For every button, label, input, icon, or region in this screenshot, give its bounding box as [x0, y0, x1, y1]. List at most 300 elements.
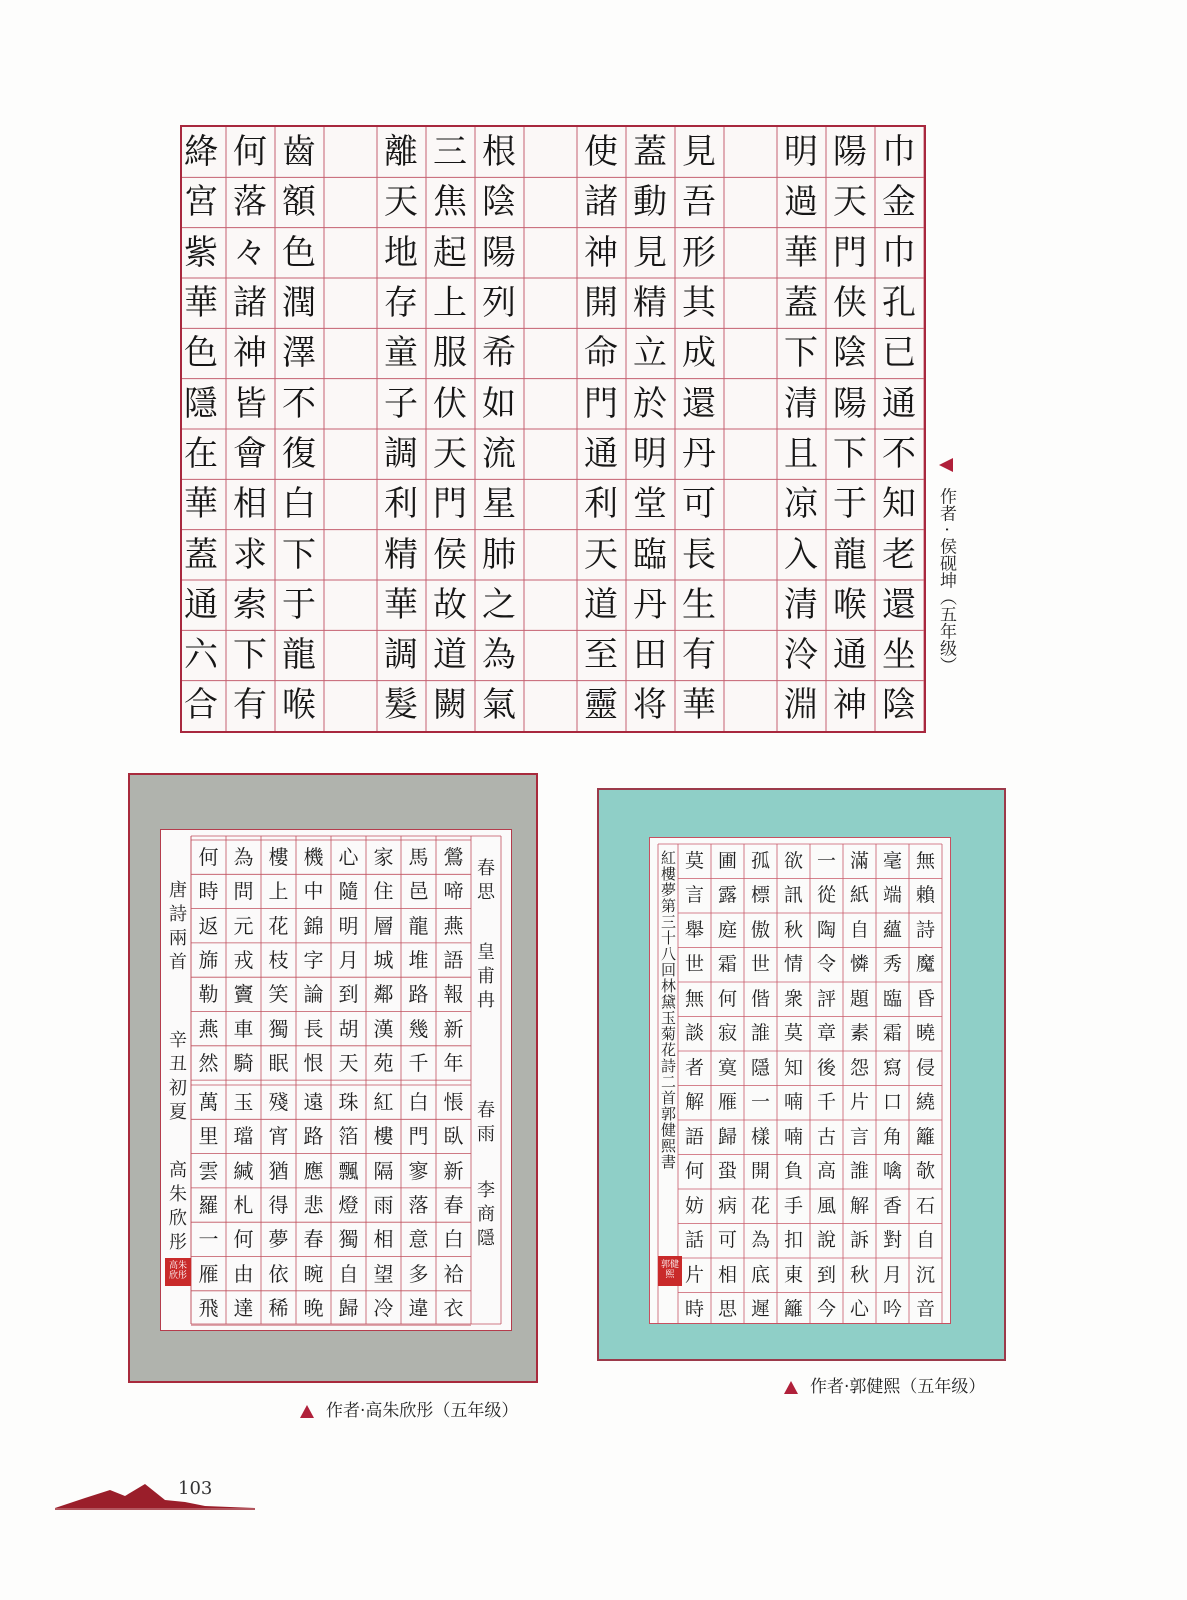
glyph: 下	[784, 333, 818, 374]
glyph: 利	[584, 484, 618, 525]
glyph: 袷	[443, 1261, 464, 1286]
glyph: 寂	[717, 1022, 737, 1045]
page-number: 103	[178, 1478, 213, 1499]
glyph: 解	[684, 1091, 704, 1114]
glyph: 丹	[682, 433, 716, 474]
glyph: 對	[882, 1229, 902, 1252]
glyph: 有	[682, 635, 716, 676]
glyph: 在	[184, 433, 218, 474]
glyph: 侠	[833, 283, 867, 324]
glyph: 誰	[849, 1160, 869, 1183]
glyph: 天	[433, 433, 467, 474]
glyph: 新	[443, 1158, 464, 1183]
glyph: 巾	[882, 132, 916, 173]
glyph: 使	[584, 132, 618, 173]
glyph: 陰	[482, 182, 516, 223]
left-paper	[160, 829, 512, 1331]
left-seal: 高朱欣彤	[165, 1258, 191, 1286]
glyph: 已	[882, 333, 916, 374]
mountain-ornament-icon	[55, 1472, 255, 1512]
glyph: 枝	[268, 948, 289, 973]
glyph: 蘊	[882, 918, 902, 941]
glyph: 玉	[233, 1090, 254, 1115]
glyph: 調	[384, 635, 418, 676]
glyph: 之	[482, 584, 516, 625]
glyph: 解	[849, 1194, 869, 1217]
glyph: 陽	[833, 383, 867, 424]
glyph: 且	[784, 433, 818, 474]
glyph: 者	[684, 1056, 704, 1079]
glyph: 萬	[198, 1090, 219, 1115]
glyph: 天	[584, 534, 618, 575]
glyph: 樓	[373, 1124, 394, 1149]
top-column	[777, 127, 825, 731]
glyph: 標	[750, 884, 770, 907]
top-column	[626, 127, 674, 731]
glyph: 晚	[303, 1295, 324, 1320]
left-column	[331, 1085, 366, 1325]
glyph: 素	[849, 1022, 869, 1045]
glyph: 樓	[268, 845, 289, 870]
glyph: 侯	[433, 534, 467, 575]
glyph: 心	[338, 845, 359, 870]
glyph: 鄰	[373, 982, 394, 1007]
glyph: 天	[338, 1050, 359, 1075]
right-caption	[784, 1372, 985, 1397]
glyph: 喃	[783, 1091, 803, 1114]
glyph: 華	[682, 685, 716, 726]
glyph: 龍	[282, 635, 316, 676]
glyph: 東	[783, 1263, 803, 1286]
glyph: 立	[633, 333, 667, 374]
glyph: 悲	[303, 1193, 324, 1218]
glyph: 思	[717, 1298, 737, 1321]
glyph: 蛩	[717, 1160, 737, 1183]
glyph: 論	[303, 982, 324, 1007]
glyph: 々	[233, 232, 267, 273]
glyph: 下	[282, 534, 316, 575]
glyph: 喃	[783, 1125, 803, 1148]
glyph: 籬	[783, 1298, 803, 1321]
glyph: 言	[684, 884, 704, 907]
right-column	[843, 844, 876, 1327]
glyph: 下	[833, 433, 867, 474]
glyph: 言	[849, 1125, 869, 1148]
glyph: 開	[750, 1160, 770, 1183]
glyph: 相	[373, 1227, 394, 1252]
glyph: 道	[433, 635, 467, 676]
glyph: 自	[849, 918, 869, 941]
glyph: 潤	[282, 283, 316, 324]
glyph: 飄	[338, 1158, 359, 1183]
glyph: 恨	[303, 1050, 324, 1075]
glyph: 苑	[373, 1050, 394, 1075]
glyph: 情	[783, 953, 803, 976]
glyph: 侵	[915, 1056, 935, 1079]
glyph: 澤	[282, 333, 316, 374]
glyph: 何	[717, 987, 737, 1010]
glyph: 天	[833, 182, 867, 223]
left-column	[261, 840, 296, 1080]
glyph: 後	[816, 1056, 836, 1079]
glyph: 田	[633, 635, 667, 676]
glyph: 陶	[816, 918, 836, 941]
glyph: 竇	[233, 982, 254, 1007]
left-colophon-date: 辛丑初夏	[166, 1030, 187, 1126]
glyph: 城	[373, 948, 394, 973]
glyph: 千	[408, 1050, 429, 1075]
glyph: 一	[198, 1227, 219, 1252]
glyph: 圃	[717, 849, 737, 872]
glyph: 於	[633, 383, 667, 424]
glyph: 莫	[783, 1022, 803, 1045]
glyph: 臥	[443, 1124, 464, 1149]
glyph: 寫	[882, 1056, 902, 1079]
glyph: 燕	[443, 913, 464, 938]
right-column	[909, 844, 942, 1327]
glyph: 由	[233, 1261, 254, 1286]
caption-arrow-icon	[939, 458, 953, 472]
glyph: 違	[408, 1295, 429, 1320]
glyph: 片	[684, 1263, 704, 1286]
left-colophon-title: 唐詩兩首	[166, 880, 187, 976]
top-column	[426, 127, 474, 731]
top-column	[826, 127, 874, 731]
glyph: 達	[233, 1295, 254, 1320]
glyph: 将	[633, 685, 667, 726]
glyph: 故	[433, 584, 467, 625]
glyph: 悵	[443, 1090, 464, 1115]
glyph: 氣	[482, 685, 516, 726]
glyph: 為	[482, 635, 516, 676]
glyph: 孤	[750, 849, 770, 872]
glyph: 通	[833, 635, 867, 676]
glyph: 噙	[882, 1160, 902, 1183]
glyph: 負	[783, 1160, 803, 1183]
glyph: 望	[373, 1261, 394, 1286]
glyph: 髮	[384, 685, 418, 726]
glyph: 繞	[915, 1091, 935, 1114]
glyph: 喉	[282, 685, 316, 726]
glyph: 寥	[408, 1158, 429, 1183]
glyph: 為	[750, 1229, 770, 1252]
glyph: 秋	[783, 918, 803, 941]
right-column	[678, 844, 711, 1327]
glyph: 會	[233, 433, 267, 474]
glyph: 層	[373, 913, 394, 938]
glyph: 金	[882, 182, 916, 223]
glyph: 隔	[373, 1158, 394, 1183]
glyph: 上	[433, 283, 467, 324]
glyph: 今	[816, 1298, 836, 1321]
glyph: 不	[882, 433, 916, 474]
glyph: 為	[233, 845, 254, 870]
glyph: 霜	[717, 953, 737, 976]
glyph: 喉	[833, 584, 867, 625]
glyph: 到	[338, 982, 359, 1007]
glyph: 坐	[882, 635, 916, 676]
left-column	[436, 1085, 471, 1325]
glyph: 衆	[783, 987, 803, 1010]
glyph: 春	[303, 1227, 324, 1252]
glyph: 飛	[198, 1295, 219, 1320]
glyph: 可	[717, 1229, 737, 1252]
glyph: 地	[384, 232, 418, 273]
glyph: 題	[849, 987, 869, 1010]
glyph: 門	[433, 484, 467, 525]
glyph: 時	[684, 1298, 704, 1321]
left-colophon-name: 高朱欣彤	[166, 1160, 187, 1256]
glyph: 緘	[233, 1158, 254, 1183]
glyph: 陰	[882, 685, 916, 726]
glyph: 秀	[882, 953, 902, 976]
glyph: 胡	[338, 1016, 359, 1041]
glyph: 憐	[849, 953, 869, 976]
glyph: 字	[303, 948, 324, 973]
glyph: 何	[684, 1160, 704, 1183]
left-caption	[300, 1396, 518, 1421]
glyph: 機	[303, 845, 324, 870]
top-column	[875, 127, 923, 731]
glyph: 神	[233, 333, 267, 374]
glyph: 舉	[684, 918, 704, 941]
glyph: 雲	[198, 1158, 219, 1183]
glyph: 莫	[684, 849, 704, 872]
glyph: 丹	[633, 584, 667, 625]
glyph: 到	[816, 1263, 836, 1286]
left-column	[226, 1085, 261, 1325]
glyph: 風	[816, 1194, 836, 1217]
glyph: 訊	[783, 884, 803, 907]
glyph: 齒	[282, 132, 316, 173]
glyph: 還	[682, 383, 716, 424]
glyph: 調	[384, 433, 418, 474]
glyph: 宵	[268, 1124, 289, 1149]
left-column	[366, 1085, 401, 1325]
glyph: 獨	[338, 1227, 359, 1252]
glyph: 歸	[338, 1295, 359, 1320]
glyph: 生	[682, 584, 716, 625]
glyph: 于	[833, 484, 867, 525]
glyph: 皆	[233, 383, 267, 424]
glyph: 欲	[783, 849, 803, 872]
glyph: 馬	[408, 845, 429, 870]
glyph: 存	[384, 283, 418, 324]
glyph: 報	[443, 982, 464, 1007]
glyph: 秋	[849, 1263, 869, 1286]
glyph: 語	[684, 1125, 704, 1148]
glyph: 漢	[373, 1016, 394, 1041]
glyph: 希	[482, 333, 516, 374]
glyph: 多	[408, 1261, 429, 1286]
right-column	[744, 844, 777, 1327]
glyph: 珠	[338, 1090, 359, 1115]
glyph: 陰	[833, 333, 867, 374]
glyph: 詩	[915, 918, 935, 941]
glyph: 誰	[750, 1022, 770, 1045]
glyph: 旆	[198, 948, 219, 973]
glyph: 龍	[408, 913, 429, 938]
glyph: 門	[584, 383, 618, 424]
glyph: 錦	[303, 913, 324, 938]
glyph: 章	[816, 1022, 836, 1045]
glyph: 肺	[482, 534, 516, 575]
glyph: 怨	[849, 1056, 869, 1079]
glyph: 箔	[338, 1124, 359, 1149]
glyph: 古	[816, 1125, 836, 1148]
glyph: 合	[184, 685, 218, 726]
glyph: 有	[233, 685, 267, 726]
glyph: 形	[682, 232, 716, 273]
glyph: 開	[584, 283, 618, 324]
glyph: 路	[408, 982, 429, 1007]
glyph: 從	[816, 884, 836, 907]
right-caption-text: 作者·郭健熙（五年级）	[810, 1377, 986, 1397]
glyph: 隱	[184, 383, 218, 424]
top-caption	[935, 458, 959, 674]
glyph: 求	[233, 534, 267, 575]
glyph: 起	[433, 232, 467, 273]
glyph: 無	[684, 987, 704, 1010]
glyph: 龍	[833, 534, 867, 575]
top-column	[577, 127, 625, 731]
glyph: 邑	[408, 879, 429, 904]
glyph: 談	[684, 1022, 704, 1045]
glyph: 服	[433, 333, 467, 374]
glyph: 時	[198, 879, 219, 904]
glyph: 偕	[750, 987, 770, 1010]
glyph: 璫	[233, 1124, 254, 1149]
glyph: 夢	[268, 1227, 289, 1252]
glyph: 傲	[750, 918, 770, 941]
left-column	[191, 1085, 226, 1325]
glyph: 堆	[408, 948, 429, 973]
glyph: 中	[303, 879, 324, 904]
glyph: 神	[833, 685, 867, 726]
glyph: 毫	[882, 849, 902, 872]
glyph: 落	[408, 1193, 429, 1218]
glyph: 一	[816, 849, 836, 872]
glyph: 蓋	[784, 283, 818, 324]
glyph: 堂	[633, 484, 667, 525]
glyph: 于	[282, 584, 316, 625]
glyph: 住	[373, 879, 394, 904]
left-column	[401, 840, 436, 1080]
glyph: 隨	[338, 879, 359, 904]
glyph: 宮	[184, 182, 218, 223]
glyph: 陽	[833, 132, 867, 173]
glyph: 相	[717, 1263, 737, 1286]
glyph: 落	[233, 182, 267, 223]
glyph: 音	[915, 1298, 935, 1321]
glyph: 勒	[198, 982, 219, 1007]
glyph: 雁	[717, 1091, 737, 1114]
glyph: 片	[849, 1091, 869, 1114]
right-column	[876, 844, 909, 1327]
glyph: 說	[816, 1229, 836, 1252]
glyph: 紙	[849, 884, 869, 907]
glyph: 索	[233, 584, 267, 625]
glyph: 隱	[750, 1056, 770, 1079]
glyph: 流	[482, 433, 516, 474]
glyph: 殘	[268, 1090, 289, 1115]
glyph: 高	[816, 1160, 836, 1183]
glyph: 過	[784, 182, 818, 223]
glyph: 花	[268, 913, 289, 938]
glyph: 長	[682, 534, 716, 575]
glyph: 陽	[482, 232, 516, 273]
glyph: 動	[633, 182, 667, 223]
glyph: 獨	[268, 1016, 289, 1041]
glyph: 年	[443, 1050, 464, 1075]
top-calligraphy-work	[180, 125, 926, 733]
top-caption-text: 作者 · 侯砚坤（五年级）	[936, 487, 956, 674]
glyph: 命	[584, 333, 618, 374]
left-caption-text: 作者·高朱欣彤（五年级）	[326, 1401, 519, 1421]
top-column	[675, 127, 723, 731]
glyph: 見	[633, 232, 667, 273]
glyph: 然	[198, 1050, 219, 1075]
right-paper	[649, 837, 951, 1324]
glyph: 何	[233, 132, 267, 173]
glyph: 蓋	[184, 534, 218, 575]
glyph: 話	[684, 1229, 704, 1252]
glyph: 戎	[233, 948, 254, 973]
glyph: 雨	[373, 1193, 394, 1218]
glyph: 口	[882, 1091, 902, 1114]
glyph: 六	[184, 635, 218, 676]
glyph: 世	[684, 953, 704, 976]
glyph: 春	[443, 1193, 464, 1218]
glyph: 靈	[584, 685, 618, 726]
glyph: 元	[233, 913, 254, 938]
left-column	[296, 840, 331, 1080]
glyph: 遲	[750, 1298, 770, 1321]
left-column	[261, 1085, 296, 1325]
glyph: 明	[338, 913, 359, 938]
left-title-1: 春思	[474, 858, 495, 906]
glyph: 色	[184, 333, 218, 374]
glyph: 羅	[198, 1193, 219, 1218]
left-column	[226, 840, 261, 1080]
glyph: 泠	[784, 635, 818, 676]
glyph: 自	[338, 1261, 359, 1286]
glyph: 晼	[303, 1261, 324, 1286]
glyph: 道	[584, 584, 618, 625]
glyph: 華	[784, 232, 818, 273]
top-column	[275, 127, 323, 731]
glyph: 還	[882, 584, 916, 625]
glyph: 色	[282, 232, 316, 273]
left-column	[366, 840, 401, 1080]
glyph: 自	[915, 1229, 935, 1252]
glyph: 稀	[268, 1295, 289, 1320]
glyph: 霜	[882, 1022, 902, 1045]
glyph: 魔	[915, 953, 935, 976]
glyph: 見	[682, 132, 716, 173]
glyph: 華	[184, 484, 218, 525]
glyph: 天	[384, 182, 418, 223]
glyph: 里	[198, 1124, 219, 1149]
glyph: 心	[849, 1298, 869, 1321]
glyph: 白	[282, 484, 316, 525]
glyph: 臨	[882, 987, 902, 1010]
left-column	[436, 840, 471, 1080]
left-calligraphy-work	[128, 773, 538, 1383]
glyph: 一	[750, 1091, 770, 1114]
glyph: 樣	[750, 1125, 770, 1148]
glyph: 底	[750, 1263, 770, 1286]
